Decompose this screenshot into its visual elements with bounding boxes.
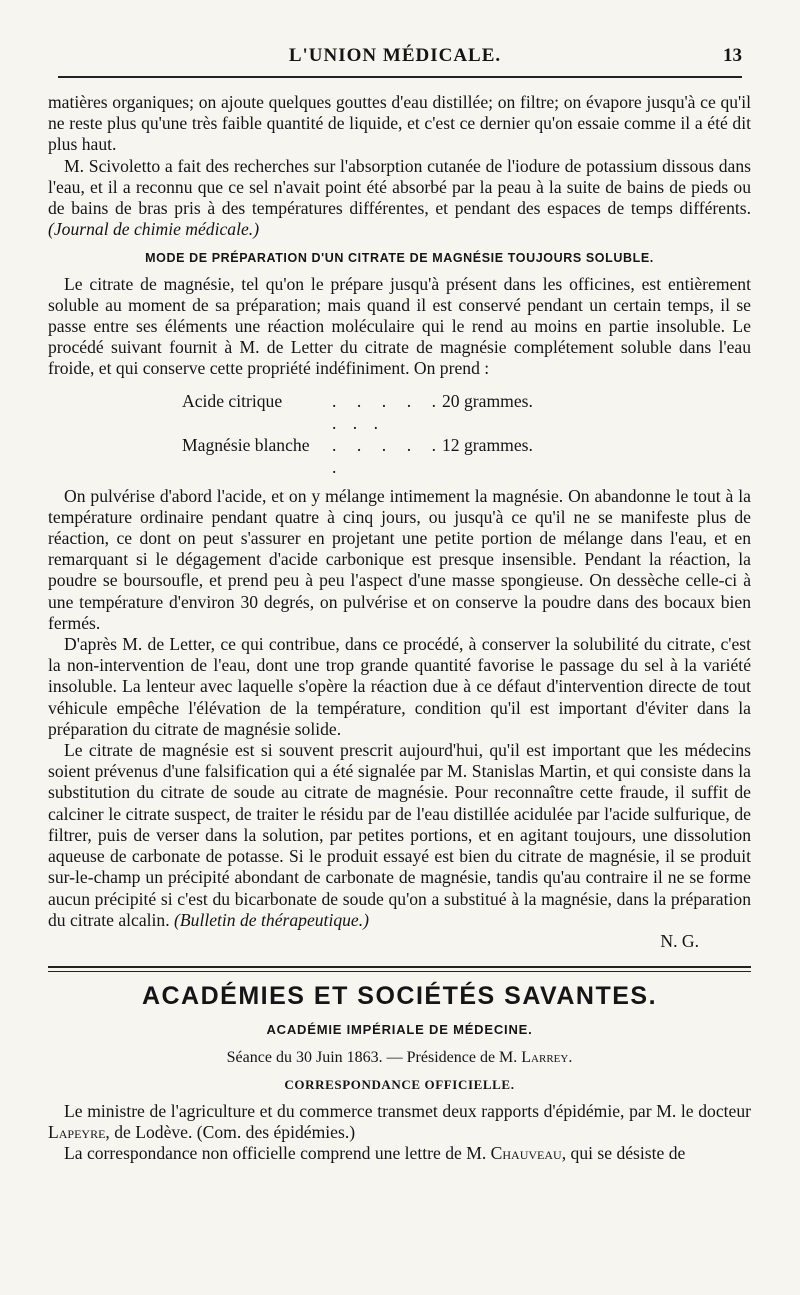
source-citation: (Bulletin de thérapeutique.) bbox=[174, 909, 369, 930]
main-column bbox=[48, 92, 751, 1165]
paragraph-text: Le ministre de l'agriculture et du commerce transmet deux rapports d'épidémie, par M. le docteur bbox=[64, 1100, 751, 1121]
paragraph-text: La correspondance non officielle comprend une lettre de M. bbox=[64, 1143, 487, 1164]
paragraph: matières organiques; on ajoute quelques gouttes d'eau distillée; on filtre; on évapore jusqu'à ce qu'il ne reste plus qu'une très faible quantité de liquide, et c'est ce dernier qu'on essaie comme il a été dit plus haut. bbox=[48, 92, 751, 155]
ingredient-name: Acide citrique bbox=[182, 390, 283, 411]
paragraph-text: , de Lodève. (Com. des épidémies.) bbox=[105, 1122, 356, 1143]
author-signature: N. G. bbox=[660, 930, 699, 951]
journal-title: L'UNION MÉDICALE. bbox=[288, 45, 502, 66]
ingredient-quantity: 12 grammes. bbox=[442, 434, 533, 455]
paragraph: On pulvérise d'abord l'acide, et on y mélange intimement la magnésie. On abandonne le tout à la température ordinaire pendant quatre à cinq jours, ou jusqu'à ce qu'il ne se manifeste plus de réaction, ce dont on peut s'assurer en projetant une petite portion de mélange dans l'eau, et en remarquant si le dégagement d'acide carbonique est presque insensible. Pendant la réaction, la poudre se boursoufle, et prend peu à peu l'aspect d'une masse spongieuse. On dessèche celle-ci à une température d'environ 30 degrés, on pulvérise et on conserve la poudre dans des bocaux bien fermés. bbox=[48, 485, 751, 633]
paragraph bbox=[48, 1101, 751, 1143]
leader-dots: . . . . . . . . bbox=[332, 390, 442, 433]
section-title: ACADÉMIES ET SOCIÉTÉS SAVANTES. bbox=[141, 982, 658, 1011]
paragraph bbox=[48, 156, 751, 241]
session-line bbox=[48, 1047, 751, 1068]
recipe-list bbox=[48, 390, 751, 478]
paragraph-text: , qui se désiste de bbox=[561, 1143, 686, 1164]
ingredient-name: Magnésie blanche bbox=[182, 434, 310, 455]
person-name: Chauveau bbox=[490, 1143, 562, 1164]
paragraph bbox=[48, 1143, 751, 1164]
ingredient-quantity: 20 grammes. bbox=[442, 390, 533, 411]
section-divider bbox=[48, 966, 751, 972]
source-citation: (Journal de chimie médicale.) bbox=[48, 219, 260, 240]
recipe-item bbox=[48, 434, 751, 478]
header-rule bbox=[58, 76, 742, 78]
paragraph-text: Le citrate de magnésie est si souvent prescrit aujourd'hui, qu'il est important que les médecins soient prévenus d'une falsification qui a été signalée par M. Stanislas Martin, et qui consiste dans la substitution du citrate de soude au citrate de magnésie. Pour reconnaître cette fraude, il suffit de calciner le citrate suspect, de traiter le résidu par de l'eau distillée acidulée par l'acide sulfurique, de filtrer, puis de verser dans la solution, par petites portions, et en agitant toujours, une dissolution aqueuse de carbonate de potasse. Si le produit essayé est bien du citrate de magnésie, il se produit sur-le-champ un précipité abondant de carbonate de magnésie, tandis qu'au contraire il ne se forme aucun précipité si c'est du bicarbonate de soude qu'on a substitué à la magnésie, dans la préparation du citrate alcalin. bbox=[48, 740, 751, 930]
recipe-item bbox=[48, 390, 751, 434]
page-number: 13 bbox=[723, 45, 742, 66]
paragraph: Le citrate de magnésie, tel qu'on le prépare jusqu'à présent dans les officines, est entièrement soluble au moment de sa préparation; mais quand il est conservé pendant un certain temps, il se passe entre ses éléments une réaction moléculaire qui le rend au moins en partie insoluble. Le procédé suivant fournit à M. de Letter du citrate de magnésie complétement soluble dans l'eau froide, et qui conserve cette propriété indéfiniment. On prend : bbox=[48, 273, 751, 379]
person-name: Lapeyre bbox=[48, 1122, 106, 1143]
paragraph-text: M. Scivoletto a fait des recherches sur l'absorption cutanée de l'iodure de potassium dissous dans l'eau, et il a reconnu que ce sel n'avait point été absorbé par la peau à la suite de bains de pieds ou de bains de bras pris à des températures différentes, et pendant des espaces de temps différents. bbox=[48, 155, 751, 219]
section-heading: MODE DE PRÉPARATION D'UN CITRATE DE MAGNÉSIE TOUJOURS SOLUBLE. bbox=[145, 251, 654, 266]
session-text: Séance du 30 Juin 1863. — Présidence de M. bbox=[226, 1048, 518, 1066]
correspondence-heading: CORRESPONDANCE OFFICIELLE. bbox=[284, 1076, 515, 1092]
paragraph bbox=[48, 740, 751, 931]
president-name: Larrey. bbox=[521, 1048, 573, 1066]
paragraph: D'après M. de Letter, ce qui contribue, dans ce procédé, à conserver la solubilité du citrate, c'est la non-intervention de l'eau, dont une trop grande quantité favorise le passage du sel à la variété insoluble. La lenteur avec laquelle s'opère la réaction due à ce défaut d'intervention directe de tout véhicule empêche l'élévation de la température, condition qu'il est important d'éviter dans la préparation du citrate de magnésie solide. bbox=[48, 634, 751, 739]
leader-dots: . . . . . . bbox=[332, 434, 442, 477]
subsection-title: ACADÉMIE IMPÉRIALE DE MÉDECINE. bbox=[266, 1022, 533, 1038]
running-header bbox=[48, 40, 742, 72]
